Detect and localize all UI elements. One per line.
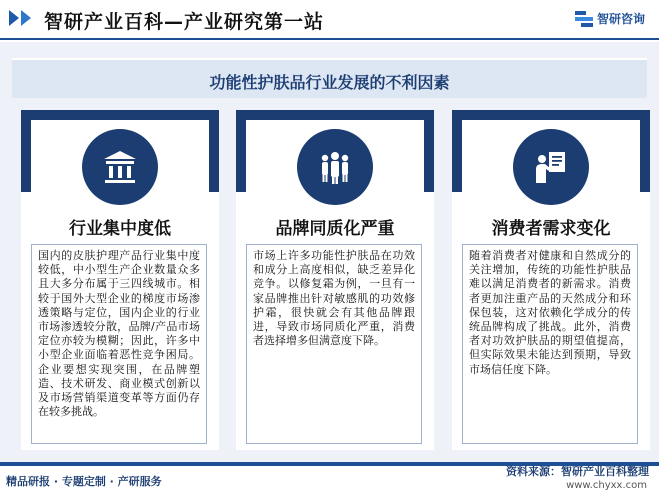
page-header: [0, 0, 659, 40]
section-title: 功能性护肤品行业发展的不利因素: [209, 73, 450, 92]
footer-url[interactable]: www.chyxx.com: [566, 480, 647, 491]
logo-text: 智研咨询: [596, 12, 645, 26]
card-frame-right: [209, 110, 219, 192]
card-frame-top: [452, 110, 650, 120]
card-frame-right: [424, 110, 434, 192]
card-header: [236, 110, 434, 214]
card-title: 品牌同质化严重: [275, 219, 395, 239]
card-title: 行业集中度低: [69, 219, 171, 239]
people-icon: [297, 129, 373, 205]
bank-icon: [82, 129, 158, 205]
card-description: 国内的皮肤护理产品行业集中度较低，中小型生产企业数量众多且大多分布属于三四线城市。相较于国外大型企业的梯度市场渗透策略与定位，国内企业的行业市场渗透较分散，品牌/产品市场定位亦较为模糊；因此，许多中小型企业面临着恶性竞争困局。企业要想实现突围，在品牌塑造、技术研发、商业模式创新以及市场营销渠道变革等方面仍存在较多挑战。: [31, 244, 207, 444]
card-frame-top: [236, 110, 434, 120]
content-area: [0, 42, 659, 462]
presenter-icon: [513, 129, 589, 205]
page-title: 智研产业百科—产业研究第一站: [44, 11, 325, 33]
card-frame-right: [640, 110, 650, 192]
logo-mark-icon: [575, 11, 593, 27]
factor-card-homogeneity: [236, 110, 434, 450]
factor-card-concentration: [21, 110, 219, 450]
page-footer: [0, 462, 659, 499]
card-frame-left: [452, 110, 462, 192]
card-description: 随着消费者对健康和自然成分的关注增加，传统的功能性护肤品难以满足消费者的新需求。消费者更加注重产品的天然成分和环保包装，这对依赖化学成分的传统品牌构成了挑战。此外，消费者对功效护肤品的期望值提高，但实际效果未能达到预期，导致市场信任度下降。: [462, 244, 638, 444]
header-divider: [0, 38, 659, 40]
footer-services: 精品研报 · 专题定制 · 产研服务: [6, 475, 162, 488]
card-header: [452, 110, 650, 214]
card-description: 市场上许多功能性护肤品在功效和成分上高度相似，缺乏差异化竞争。以修复霜为例，一旦有一家品牌推出针对敏感肌的功效修护霜，很快就会有其他品牌跟进，导致市场同质化严重，消费者选择增多但满意度下降。: [246, 244, 422, 444]
card-frame-left: [236, 110, 246, 192]
section-banner: [12, 58, 647, 98]
brand-logo[interactable]: [575, 10, 645, 27]
header-arrow-icon: [9, 10, 31, 26]
footer-source: 资料来源：智研产业百科整理: [506, 465, 649, 478]
card-frame-top: [21, 110, 219, 120]
card-header: [21, 110, 219, 214]
card-title: 消费者需求变化: [491, 219, 611, 239]
factor-card-demand: [452, 110, 650, 450]
card-frame-left: [21, 110, 31, 192]
